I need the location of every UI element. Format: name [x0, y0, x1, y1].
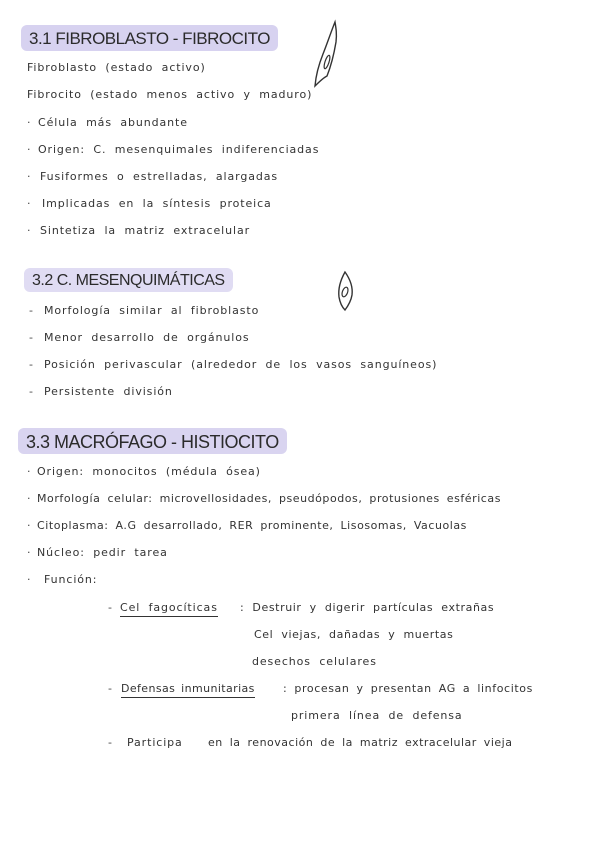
function-label: Participa: [127, 736, 183, 749]
function-label: [120, 601, 218, 615]
fibrocito-line: Fibrocito (estado menos activo y maduro): [27, 88, 313, 101]
function-line: primera línea de defensa: [291, 709, 463, 722]
bullet-dash: -: [108, 601, 112, 614]
fibroblasto-line: Fibroblasto (estado activo): [27, 61, 206, 74]
function-line: desechos celulares: [252, 655, 377, 668]
list-item: Menor desarrollo de orgánulos: [44, 331, 250, 344]
bullet-dot: ·: [27, 116, 31, 129]
section-title-macrofago: 3.3 MACRÓFAGO - HISTIOCITO: [18, 428, 287, 454]
list-item: Implicadas en la síntesis proteica: [42, 197, 272, 210]
bullet-dash: -: [29, 331, 33, 344]
function-line: Cel viejas, dañadas y muertas: [254, 628, 454, 641]
list-item: Núcleo: pedir tarea: [37, 546, 168, 559]
function-label-text: Cel fagocíticas: [120, 601, 218, 617]
list-item: Fusiformes o estrelladas, alargadas: [40, 170, 279, 183]
bullet-dash: -: [29, 385, 33, 398]
list-item: Morfología similar al fibroblasto: [44, 304, 260, 317]
list-item: Morfología celular: microvellosidades, pseudópodos, protusiones esféricas: [37, 492, 501, 505]
function-line: : Destruir y digerir partículas extrañas: [240, 601, 495, 614]
section-title-mesenquimaticas: 3.2 C. MESENQUIMÁTICAS: [24, 268, 233, 292]
bullet-dash: -: [29, 358, 33, 371]
bullet-dot: ·: [27, 224, 31, 237]
bullet-dash: -: [29, 304, 33, 317]
function-line: en la renovación de la matriz extracelular vieja: [208, 736, 513, 749]
fibroblast-cell-icon: [305, 20, 345, 90]
function-label: [121, 682, 255, 696]
function-line: : procesan y presentan AG a linfocitos: [283, 682, 533, 695]
bullet-dash: -: [108, 736, 112, 749]
bullet-dot: ·: [27, 519, 31, 532]
list-item: Posición perivascular (alrededor de los vasos sanguíneos): [44, 358, 438, 371]
bullet-dot: ·: [27, 197, 31, 210]
mesenchymal-cell-icon: [334, 271, 358, 311]
bullet-dot: ·: [27, 143, 31, 156]
list-item: Persistente división: [44, 385, 173, 398]
bullet-dot: ·: [27, 492, 31, 505]
bullet-dot: ·: [27, 546, 31, 559]
bullet-dash: -: [108, 682, 112, 695]
list-item: Origen: monocitos (médula ósea): [37, 465, 261, 478]
bullet-dot: ·: [27, 465, 31, 478]
bullet-dot: ·: [27, 573, 31, 586]
bullet-dot: ·: [27, 170, 31, 183]
section-title-fibroblasto: 3.1 FIBROBLASTO - FIBROCITO: [21, 25, 278, 51]
list-item: Citoplasma: A.G desarrollado, RER prominente, Lisosomas, Vacuolas: [37, 519, 467, 532]
function-label-text: Defensas inmunitarias: [121, 682, 255, 698]
list-item: Función:: [44, 573, 98, 586]
list-item: Célula más abundante: [38, 116, 188, 129]
list-item: Sintetiza la matriz extracelular: [40, 224, 251, 237]
list-item: Origen: C. mesenquimales indiferenciadas: [38, 143, 320, 156]
